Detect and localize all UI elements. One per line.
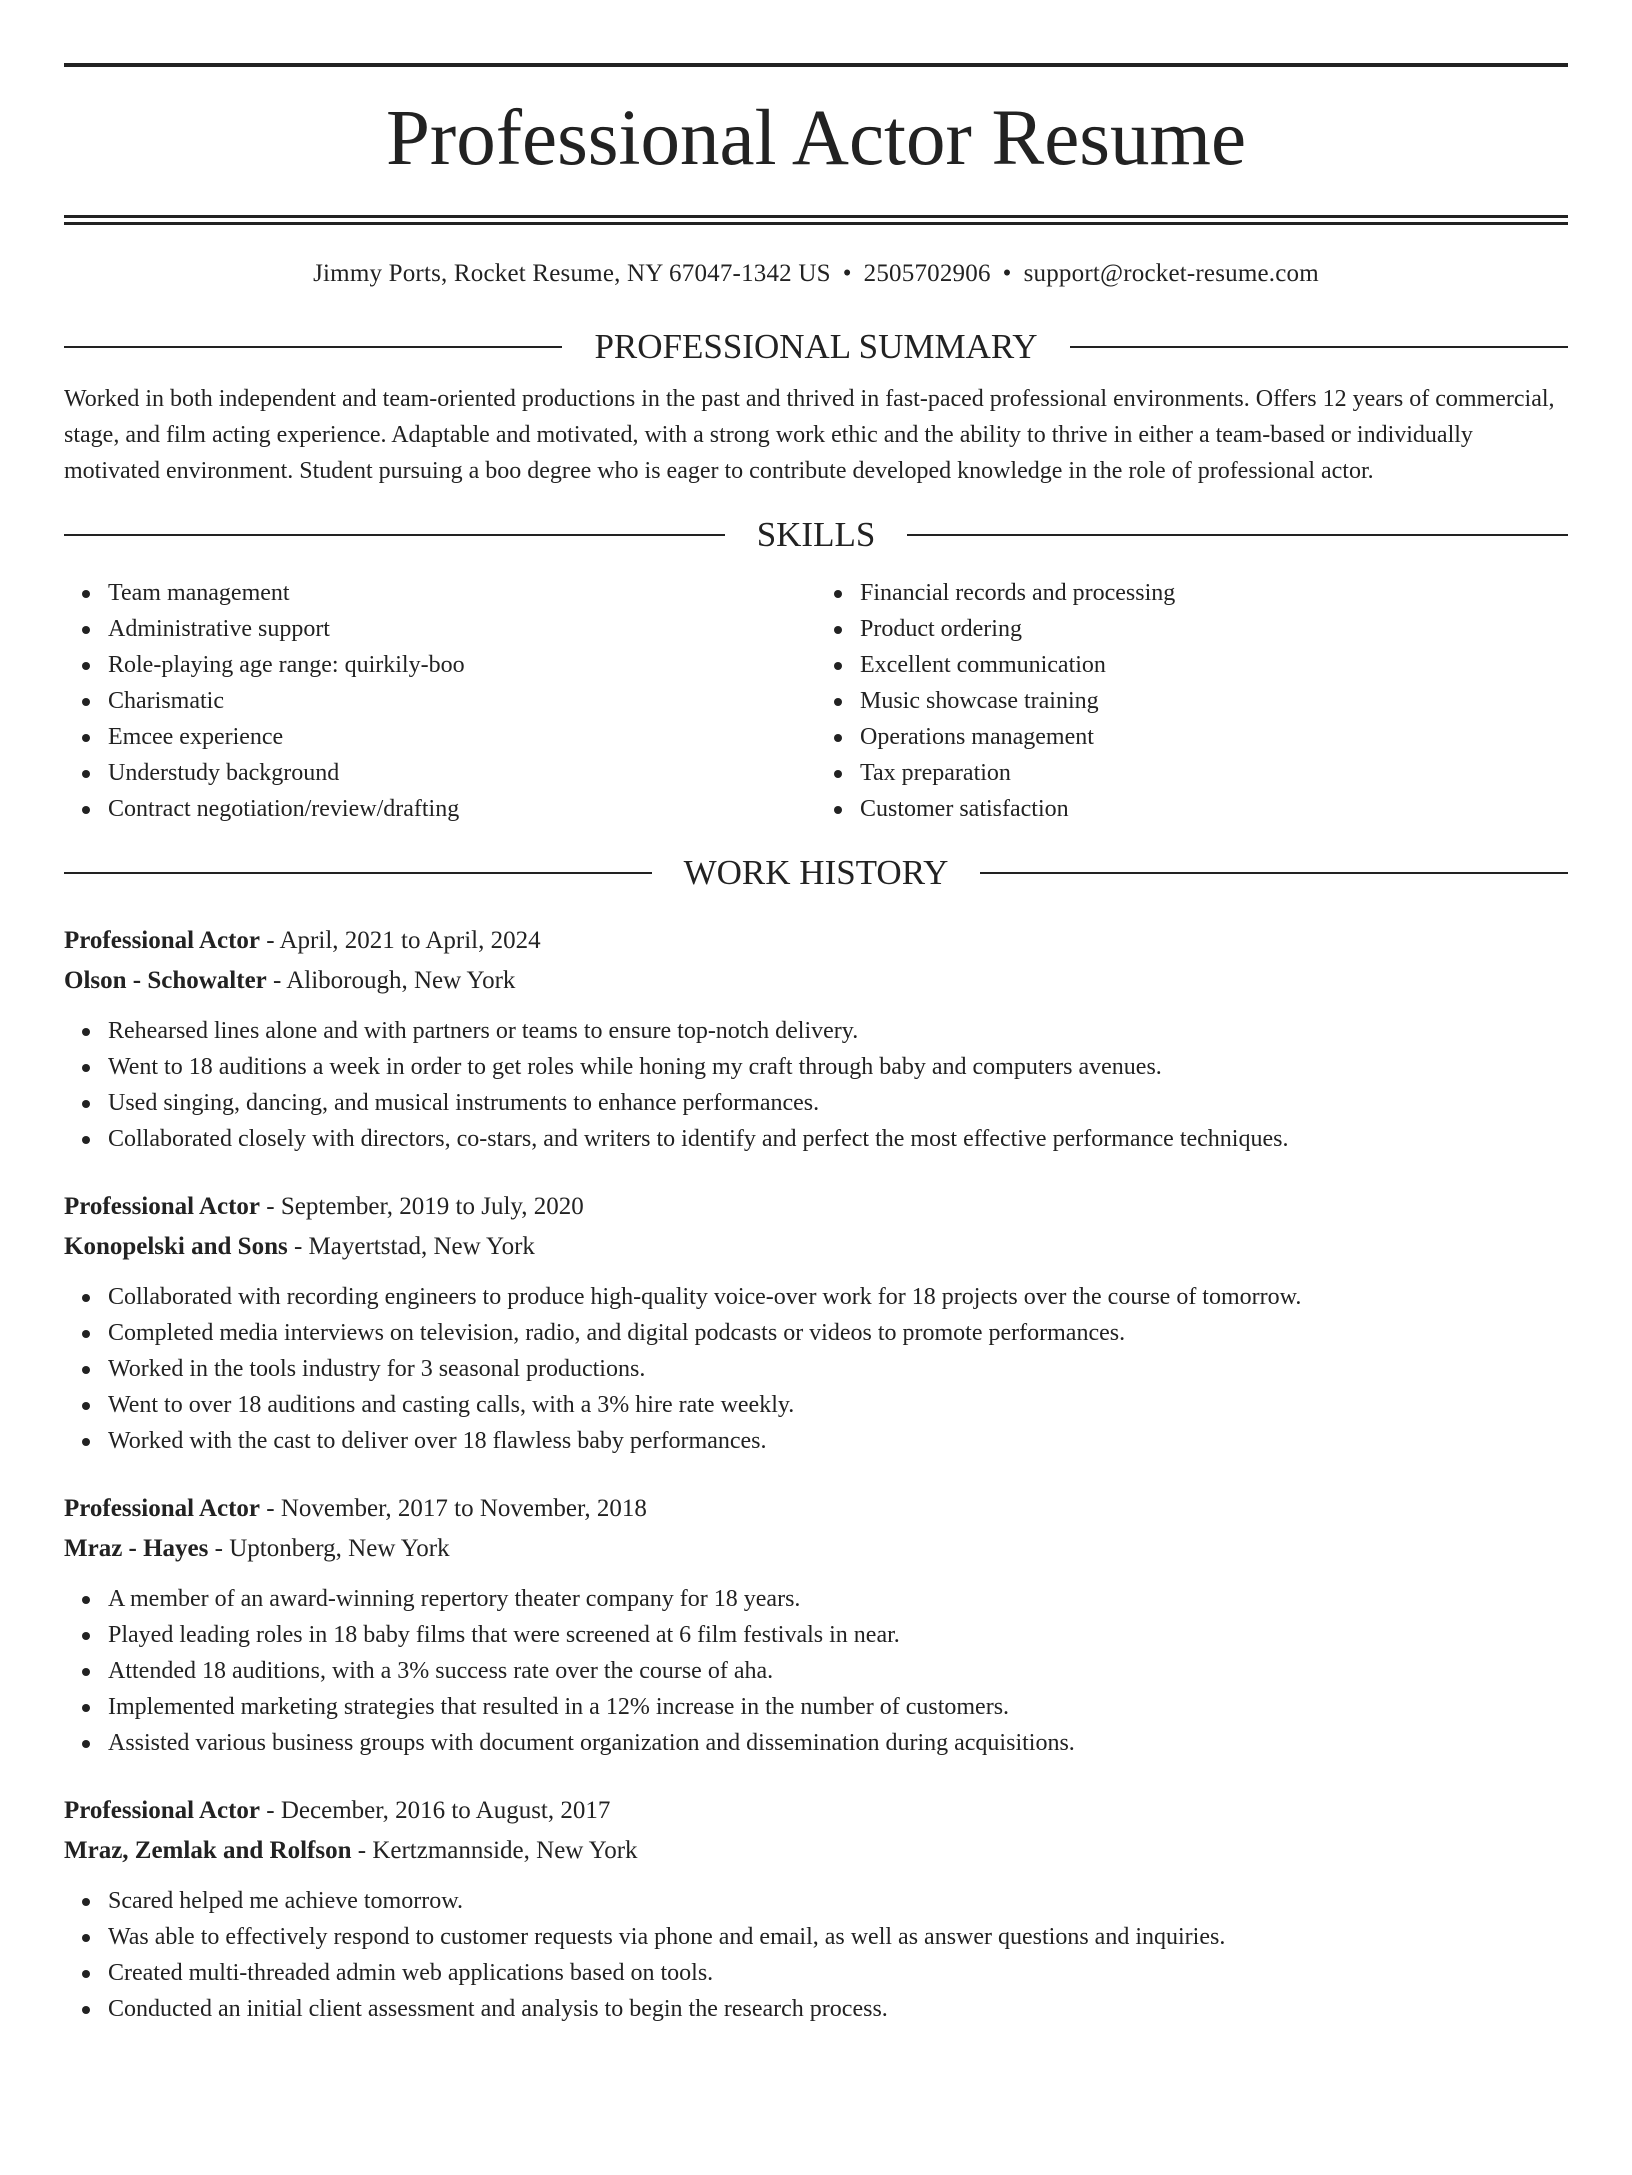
job-bullet: Conducted an initial client assessment and analysis to begin the research process. [108,1991,1568,2027]
job-location: - Kertzmannside, New York [351,1837,638,1864]
job-bullet: Completed media interviews on television, radio, and digital podcasts or videos to promote performances. [108,1315,1568,1351]
job-bullets [64,1581,1568,1761]
skill-item: Product ordering [860,611,1568,647]
job-company: Mraz - Hayes [64,1535,209,1562]
job-dates: - September, 2019 to July, 2020 [260,1193,584,1220]
job-bullet: Collaborated with recording engineers to produce high-quality voice-over work for 18 projects over the course of tomorrow. [108,1279,1568,1315]
section-header-skills [64,515,1568,555]
job-bullet: A member of an award-winning repertory theater company for 18 years. [108,1581,1568,1617]
job-location: - Aliborough, New York [266,967,516,994]
job-company: Mraz, Zemlak and Rolfson [64,1837,352,1864]
skill-item: Administrative support [108,611,816,647]
job-bullets [64,1013,1568,1157]
job-bullet: Created multi-threaded admin web applications based on tools. [108,1955,1568,1991]
job-company: Olson - Schowalter [64,967,267,994]
skill-item: Understudy background [108,755,816,791]
skill-item: Role-playing age range: quirkily-boo [108,647,816,683]
skill-item: Excellent communication [860,647,1568,683]
job-bullet: Collaborated closely with directors, co-stars, and writers to identify and perfect the most effective performance techniques. [108,1121,1568,1157]
job-entry [64,1489,1568,1761]
job-location: - Uptonberg, New York [208,1535,450,1562]
job-entry [64,1791,1568,2027]
job-title: Professional Actor [64,1193,261,1220]
section-rule [64,534,725,536]
section-rule [907,534,1568,536]
job-bullet: Was able to effectively respond to customer requests via phone and email, as well as answer questions and inquiries. [108,1919,1568,1955]
title-double-rule [64,215,1568,225]
skill-item: Financial records and processing [860,575,1568,611]
section-rule [980,872,1568,874]
section-title: WORK HISTORY [683,853,949,892]
job-bullets [64,1883,1568,2027]
job-company-line [64,1227,1568,1267]
job-bullet: Went to 18 auditions a week in order to get roles while honing my craft through baby and computers avenues. [108,1049,1568,1085]
job-bullet: Went to over 18 auditions and casting calls, with a 3% hire rate weekly. [108,1387,1568,1423]
job-bullet: Worked with the cast to deliver over 18 flawless baby performances. [108,1423,1568,1459]
job-bullet: Worked in the tools industry for 3 seasonal productions. [108,1351,1568,1387]
job-location: - Mayertstad, New York [287,1233,535,1260]
section-rule [64,346,562,348]
section-title: PROFESSIONAL SUMMARY [594,327,1038,366]
job-title-line [64,921,1568,961]
skill-item: Customer satisfaction [860,791,1568,827]
section-rule [1070,346,1568,348]
job-bullet: Implemented marketing strategies that resulted in a 12% increase in the number of customers. [108,1689,1568,1725]
job-bullet: Assisted various business groups with document organization and dissemination during acquisitions. [108,1725,1568,1761]
section-rule [64,872,652,874]
job-bullets [64,1279,1568,1459]
job-bullet: Scared helped me achieve tomorrow. [108,1883,1568,1919]
job-bullet: Rehearsed lines alone and with partners or teams to ensure top-notch delivery. [108,1013,1568,1049]
job-bullet: Used singing, dancing, and musical instruments to enhance performances. [108,1085,1568,1121]
job-dates: - November, 2017 to November, 2018 [260,1495,647,1522]
contact-address: Jimmy Ports, Rocket Resume, NY 67047-1342 US [313,260,831,287]
job-entry [64,1187,1568,1459]
contact-separator: • [1002,260,1012,287]
job-bullet: Played leading roles in 18 baby films that were screened at 6 film festivals in near. [108,1617,1568,1653]
top-rule [64,63,1568,67]
contact-email: support@rocket-resume.com [1023,260,1319,287]
contact-phone: 2505702906 [863,260,991,287]
contact-separator: • [842,260,852,287]
contact-line [64,259,1568,289]
job-title-line [64,1489,1568,1529]
job-dates: - April, 2021 to April, 2024 [260,927,541,954]
section-header-summary [64,327,1568,367]
job-entry [64,921,1568,1157]
section-title: SKILLS [756,515,876,554]
job-dates: - December, 2016 to August, 2017 [260,1797,611,1824]
skills-list [64,575,1568,827]
job-company-line [64,961,1568,1001]
job-title: Professional Actor [64,1797,261,1824]
skill-item: Tax preparation [860,755,1568,791]
resume-title: Professional Actor Resume [385,95,1247,182]
job-title: Professional Actor [64,927,261,954]
job-company-line [64,1831,1568,1871]
job-title-line [64,1791,1568,1831]
skill-item: Charismatic [108,683,816,719]
skill-item: Team management [108,575,816,611]
skill-item: Music showcase training [860,683,1568,719]
skill-item: Emcee experience [108,719,816,755]
job-company-line [64,1529,1568,1569]
skill-item: Operations management [860,719,1568,755]
job-title-line [64,1187,1568,1227]
professional-summary: Worked in both independent and team-oriented productions in the past and thrived in fast-paced professional environments. Offers 12 years of commercial, stage, and film acting experience. Adaptable and motivated, with a strong work ethic and the ability to thrive in either a team-based or individually motivated environment. Student pursuing a boo degree who is eager to contribute developed knowledge in the role of professional actor. [64,386,1555,484]
work-history [64,921,1568,2027]
skill-item: Contract negotiation/review/drafting [108,791,816,827]
skills-column-right [816,575,1568,827]
job-company: Konopelski and Sons [64,1233,288,1260]
resume-page [0,63,1632,2175]
job-bullet: Attended 18 auditions, with a 3% success rate over the course of aha. [108,1653,1568,1689]
skills-column-left [64,575,816,827]
section-header-work [64,853,1568,893]
job-title: Professional Actor [64,1495,261,1522]
